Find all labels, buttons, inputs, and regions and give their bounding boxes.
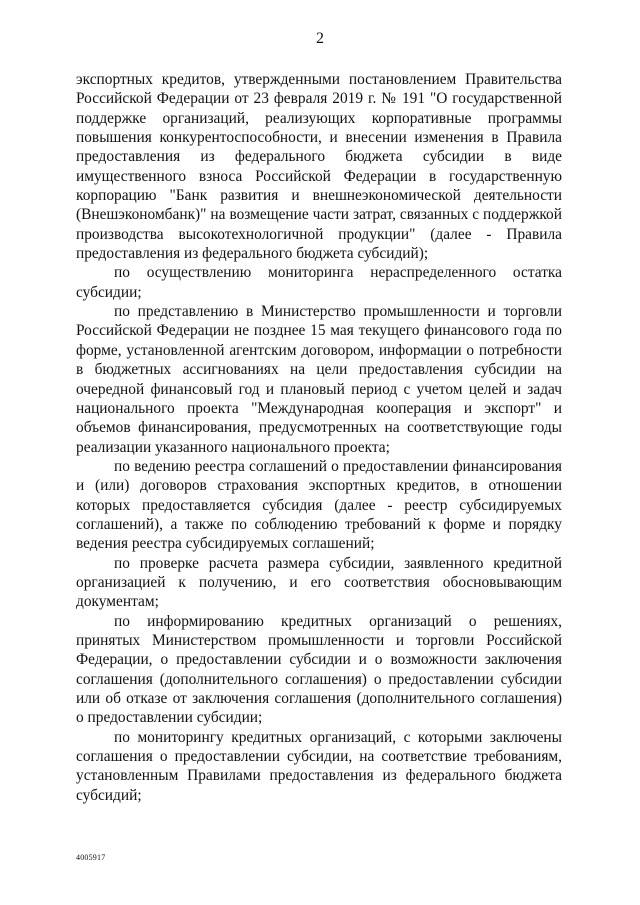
paragraph: по осуществлению мониторинга нераспределенного остатка субсидии; (76, 264, 562, 301)
document-code: 4005917 (76, 853, 106, 862)
page-number: 2 (316, 30, 324, 47)
paragraph: по представлению в Министерство промышленности и торговли Российской Федерации не позднее 15 мая текущего финансового года по форме, установленной агентским договором, информации о потребности в бюджетных ассигнованиях на цели предоставления субсидии на очередной финансовый год и плановый период с учетом целей и задач национального проекта "Международная кооперация и экспорт" и объемов финансирования, предусмотренных на соответствующие годы реализации указанного национального проекта; (76, 303, 562, 456)
paragraph: экспортных кредитов, утвержденными постановлением Правительства Российской Федерации от 23 февраля 2019 г. № 191 "О государственной поддержке организаций, реализующих корпоративные программы повышения конкурентоспособности, и внесении изменения в Правила предоставления из федерального бюджета субсидии в виде имущественного взноса Российской Федерации в государственную корпорацию "Банк развития и внешнеэкономической деятельности (Внешэкономбанк)" на возмещение части затрат, связанных с поддержкой производства высокотехнологичной продукции" (далее - Правила предоставления из федерального бюджета субсидий); (76, 71, 562, 263)
paragraph: по проверке расчета размера субсидии, заявленного кредитной организацией к получению, и его соответствия обосновывающим документам; (76, 554, 562, 611)
paragraph: по ведению реестра соглашений о предоставлении финансирования и (или) договоров страхования экспортных кредитов, в отношении которых предоставляется субсидия (далее - реестр субсидируемых соглашений), а также по соблюдению требований к форме и порядку ведения реестра субсидируемых соглашений; (76, 457, 562, 553)
paragraph: по мониторингу кредитных организаций, с которыми заключены соглашения о предоставлении субсидии, на соответствие требованиям, установленным Правилами предоставления из федерального бюджета субсидий; (76, 728, 562, 804)
paragraph: по информированию кредитных организаций о решениях, принятых Министерством промышленности и торговли Российской Федерации, о предоставлении субсидии и о возможности заключения соглашения (дополнительного соглашения) о предоставлении субсидии или об отказе от заключения соглашения (дополнительного соглашения) о предоставлении субсидии; (76, 612, 562, 727)
body-text (76, 70, 562, 805)
